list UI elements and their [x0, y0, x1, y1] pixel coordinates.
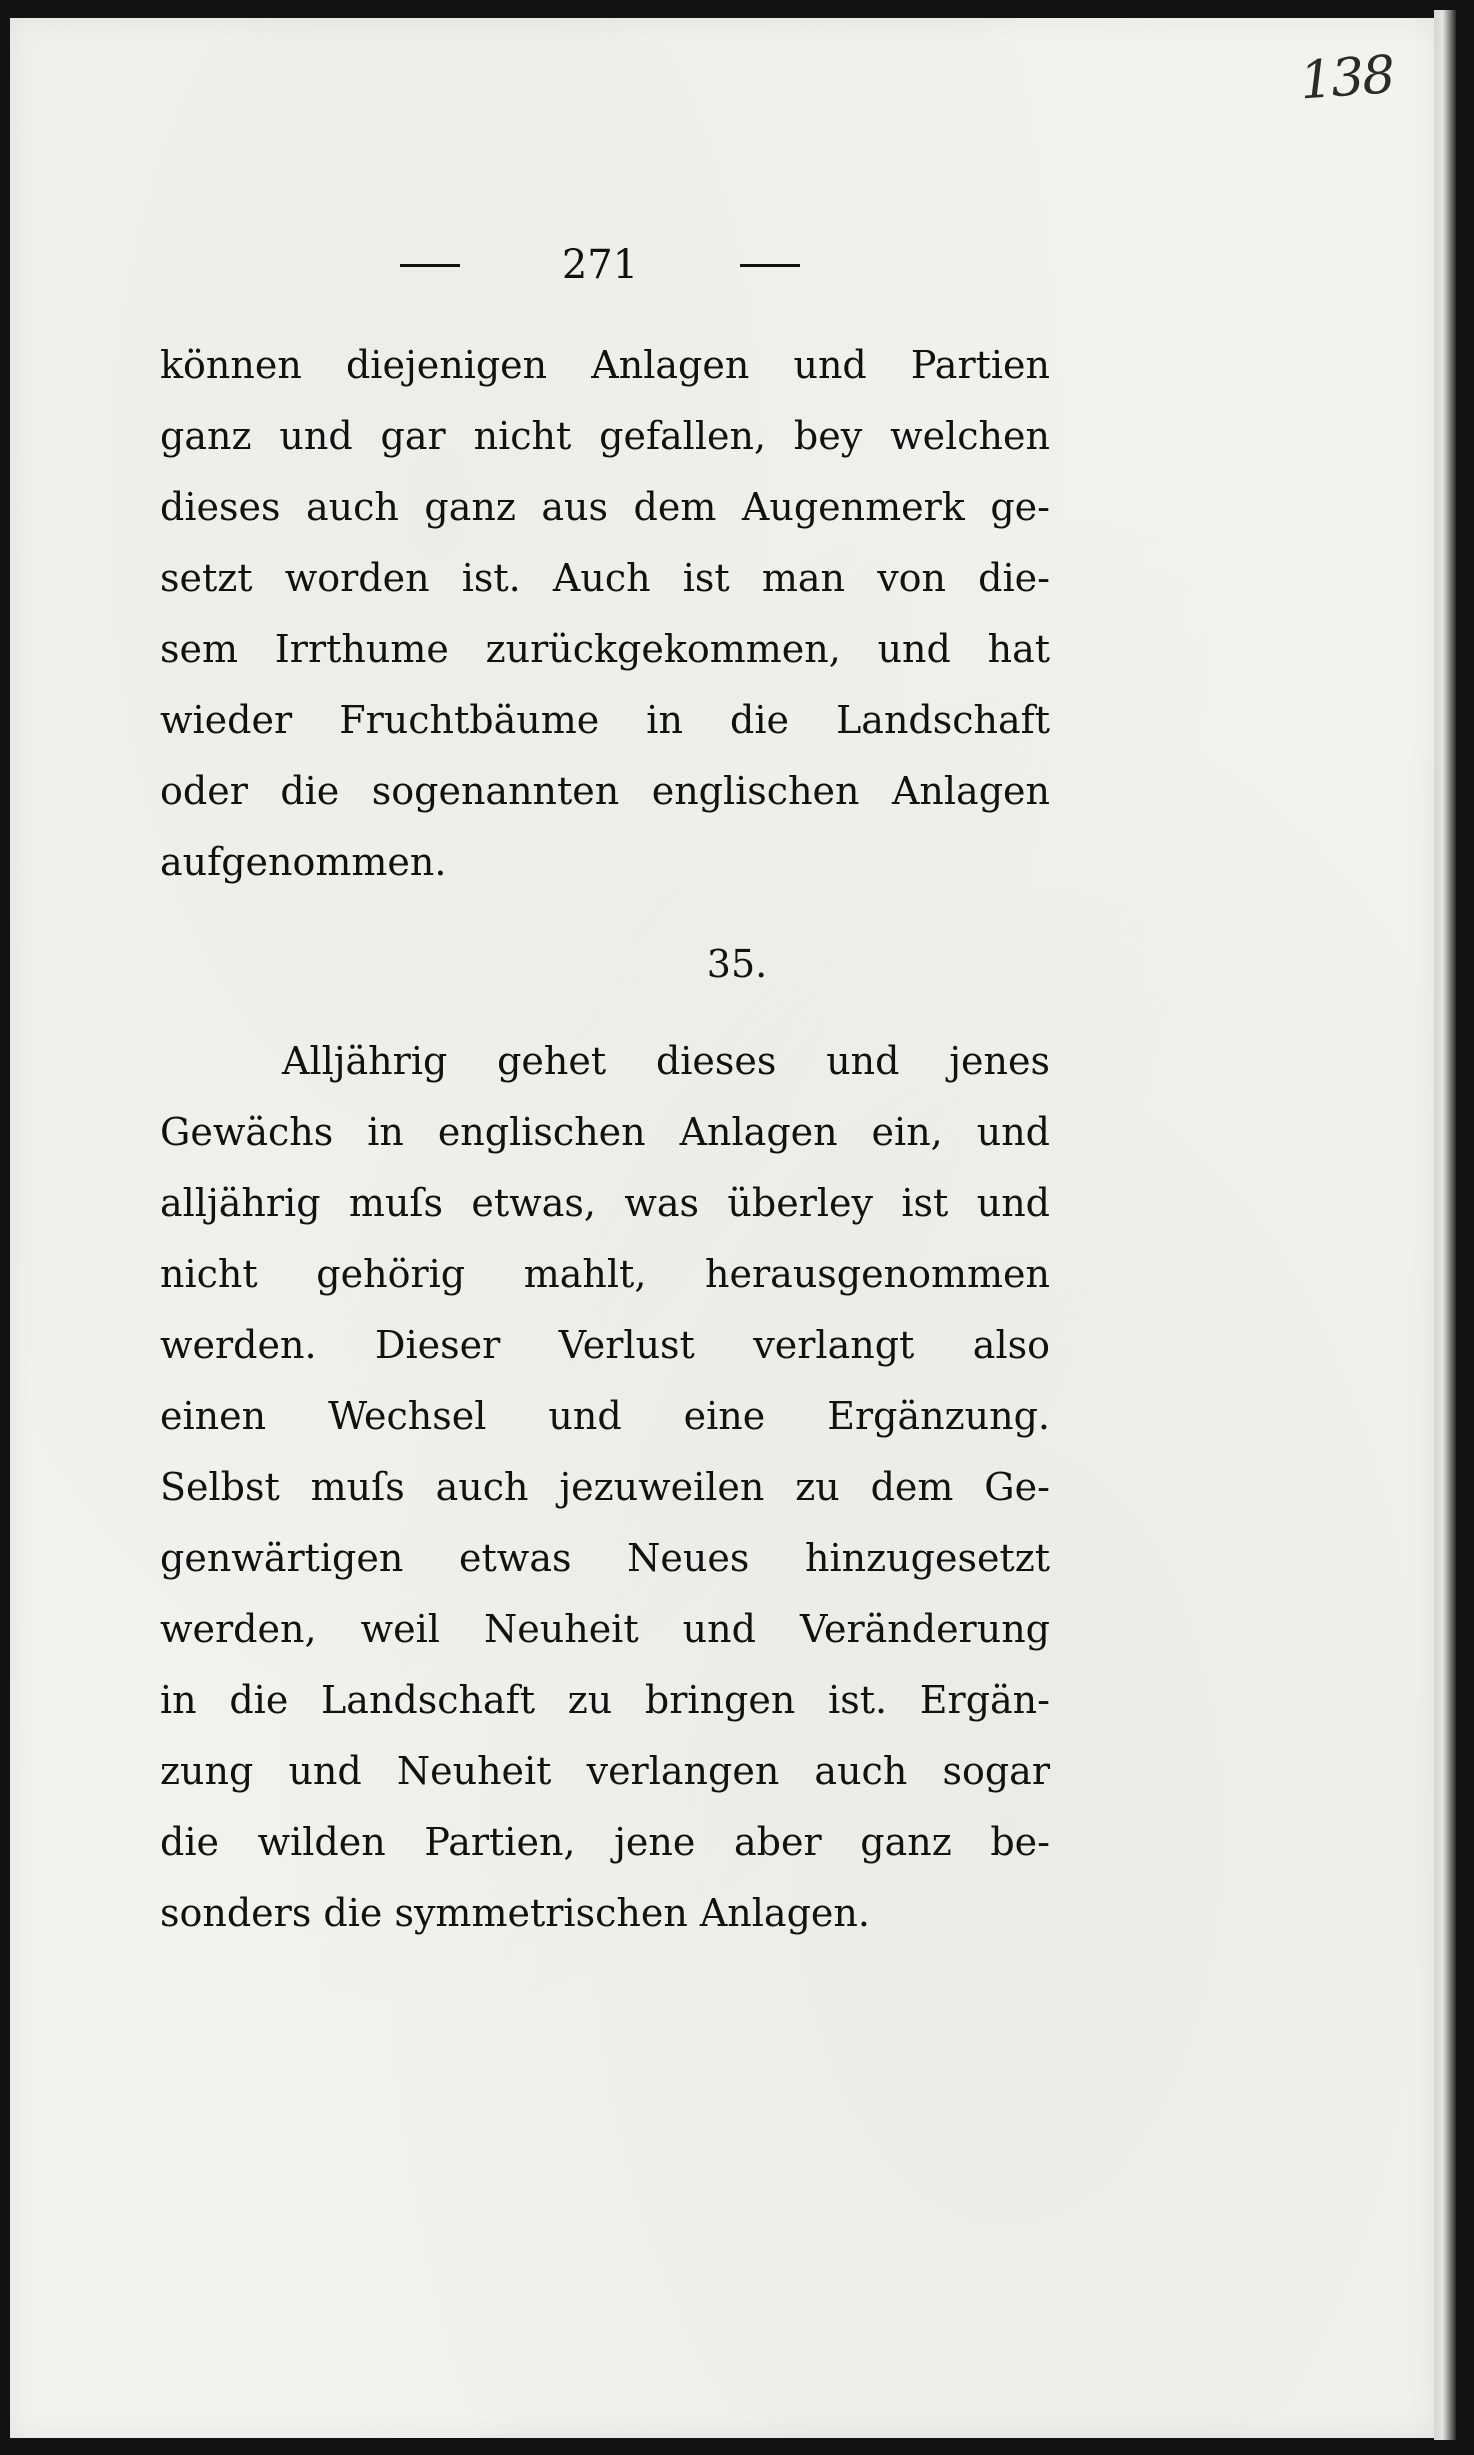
running-header — [400, 242, 800, 288]
header-dash-right — [740, 264, 800, 267]
text-line: die wilden Partien, jene aber ganz be- — [160, 1820, 1050, 1864]
text-line: setzt worden ist. Auch ist man von die- — [160, 556, 1050, 600]
header-dash-left — [400, 264, 460, 267]
page-edge — [1434, 10, 1456, 2440]
paragraph-1 — [160, 330, 1050, 898]
folio-number: 138 — [1298, 45, 1396, 112]
text-line: aufgenommen. — [160, 840, 447, 884]
text-line: oder die sogenannten englischen Anlagen — [160, 769, 1050, 813]
text-line: genwärtigen etwas Neues hinzugesetzt — [160, 1536, 1050, 1580]
text-line: Alljährig gehet dieses und jenes — [282, 1039, 1050, 1083]
section-number: 35. — [706, 942, 768, 986]
text-line: werden. Dieser Verlust verlangt also — [160, 1323, 1050, 1367]
text-line: Selbst muſs auch jezuweilen zu dem Ge- — [160, 1465, 1050, 1509]
text-line: werden, weil Neuheit und Veränderung — [160, 1607, 1050, 1651]
paragraph-2 — [160, 1026, 1050, 1949]
text-line: sem Irrthume zurückgekommen, und hat — [160, 627, 1050, 671]
text-line: nicht gehörig mahlt, herausgenommen — [160, 1252, 1050, 1296]
text-line: wieder Fruchtbäume in die Landschaft — [160, 698, 1050, 742]
text-line: einen Wechsel und eine Ergänzung. — [160, 1394, 1050, 1438]
page-number: 271 — [561, 242, 639, 288]
text-line: können diejenigen Anlagen und Partien — [160, 343, 1050, 387]
text-line: alljährig muſs etwas, was überley ist und — [160, 1181, 1050, 1225]
text-line: in die Landschaft zu bringen ist. Ergän- — [160, 1678, 1050, 1722]
text-line: Gewächs in englischen Anlagen ein, und — [160, 1110, 1050, 1154]
text-line: sonders die symmetrischen Anlagen. — [160, 1891, 870, 1935]
text-line: zung und Neuheit verlangen auch sogar — [160, 1749, 1050, 1793]
text-line: ganz und gar nicht gefallen, bey welchen — [160, 414, 1050, 458]
text-line: dieses auch ganz aus dem Augenmerk ge- — [160, 485, 1050, 529]
